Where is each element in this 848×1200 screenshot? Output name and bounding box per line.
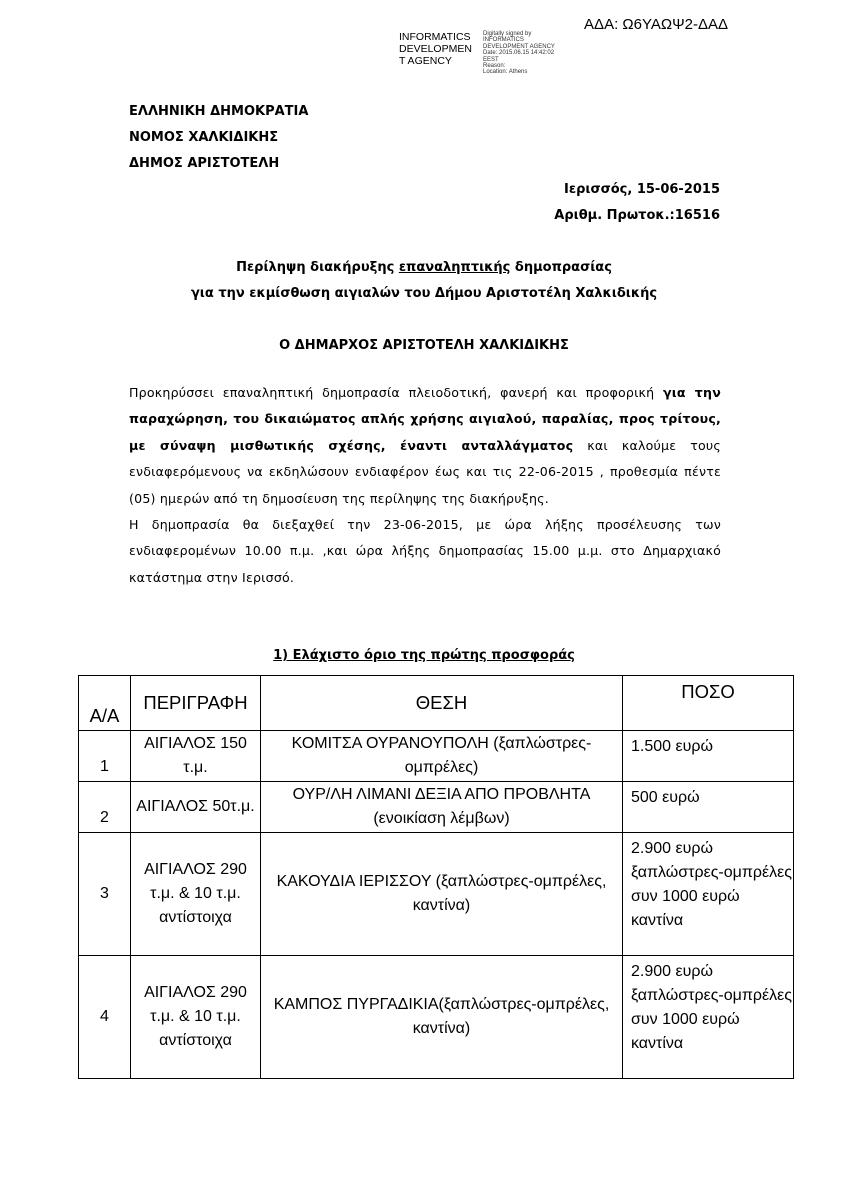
header-municipality: ΔΗΜΟΣ ΑΡΙΣΤΟΤΕΛΗ (129, 156, 280, 171)
auction-table (78, 675, 794, 1079)
header-aa: Α/Α (79, 676, 131, 731)
document-id: ΑΔΑ: Ω6ΥΑΩΨ2-ΔΑΔ (584, 16, 728, 33)
digital-signature-details (483, 31, 555, 76)
row-amount: 2.900 ευρώ ξαπλώστρες-ομπρέλες συν 1000 ευρώ καντίνα (623, 956, 794, 1079)
row-amount: 2.900 ευρώ ξαπλώστρες-ομπρέλες συν 1000 ευρώ καντίνα (623, 833, 794, 956)
title-prefix: Περίληψη διακήρυξης (236, 260, 399, 275)
paragraph-1-bold: για την παραχώρηση, του δικαιώματος απλής χρήσης αιγιαλού, παραλίας, προς τρίτους, με σύναψη μισθωτικής σχέσης, έναντι ανταλλάγματος (129, 385, 721, 453)
signature-detail-line: Date: 2015.06.15 14:42:02 (483, 50, 555, 57)
table-row (79, 833, 794, 956)
signature-detail-line: EEST (483, 56, 499, 63)
row-aa: 1 (79, 731, 131, 782)
row-location: ΚΑΜΠΟΣ ΠΥΡΓΑΔΙΚΙΑ(ξαπλώστρες-ομπρέλες, καντίνα) (261, 956, 623, 1079)
signature-detail-line: INFORMATICS (483, 37, 524, 44)
title-suffix: δημοπρασίας (510, 260, 612, 275)
row-amount: 1.500 ευρώ (623, 731, 794, 782)
header-amount: ΠΟΣΟ (623, 676, 794, 731)
title-line-1 (0, 260, 848, 275)
signature-name-line: INFORMATICS (399, 31, 471, 43)
row-description: ΑΙΓΙΑΛΟΣ 290 τ.μ. & 10 τ.μ. αντίστοιχα (131, 833, 261, 956)
header-republic: ΕΛΛΗΝΙΚΗ ΔΗΜΟΚΡΑΤΙΑ (129, 104, 309, 119)
table-row (79, 731, 794, 782)
protocol-number: Αριθμ. Πρωτοκ.:16516 (554, 208, 720, 223)
signature-detail-line: Digitally signed by (483, 31, 532, 37)
paragraph-2: Η δημοπρασία θα διεξαχθεί την 23-06-2015, με ώρα λήξης προσέλευσης των ενδιαφερομένων 10.00 π.μ. ,και ώρα λήξης δημοπρασίας 15.00 μ.μ. στο Δημαρχιακό κατάστημα στην Ιερισσό. (129, 517, 721, 585)
row-aa: 4 (79, 956, 131, 1079)
row-description: ΑΙΓΙΑΛΟΣ 50τ.μ. (131, 782, 261, 833)
row-location: ΟΥΡ/ΛΗ ΛΙΜΑΝΙ ΔΕΞΙΑ ΑΠΟ ΠΡΟΒΛΗΤΑ (ενοικίαση λέμβων) (261, 782, 623, 833)
header-description: ΠΕΡΙΓΡΑΦΗ (131, 676, 261, 731)
section-title: 1) Ελάχιστο όριο της πρώτης προσφοράς (273, 648, 575, 663)
mayor-heading: Ο ΔΗΜΑΡΧΟΣ ΑΡΙΣΤΟΤΕΛΗ ΧΑΛΚΙΔΙΚΗΣ (279, 338, 569, 353)
header-location: ΘΕΣΗ (261, 676, 623, 731)
paragraph-1-end: και καλούμε τους ενδιαφερόμενους να εκδηλώσουν ενδιαφέρον έως και τις 22-06-2015 , προθεσμία πέντε (05) ημερών από τη δημοσίευση της περίληψης της διακήρυξης. (129, 437, 721, 506)
row-description: ΑΙΓΙΑΛΟΣ 290 τ.μ. & 10 τ.μ. αντίστοιχα (131, 956, 261, 1079)
title-underlined: επαναληπτικής (398, 260, 511, 275)
table-row (79, 956, 794, 1079)
signature-detail-line: Reason: (483, 63, 506, 70)
signature-detail-line: Location: Athens (483, 69, 528, 76)
signature-name-line: DEVELOPMEN (399, 43, 472, 55)
signature-name-line: T AGENCY (399, 55, 452, 67)
table-row (79, 782, 794, 833)
row-description: ΑΙΓΙΑΛΟΣ 150 τ.μ. (131, 731, 261, 782)
paragraph-1 (129, 380, 721, 512)
header-prefecture: ΝΟΜΟΣ ΧΑΛΚΙΔΙΚΗΣ (129, 130, 279, 145)
announcement-body (129, 380, 721, 591)
place-date: Ιερισσός, 15-06-2015 (564, 182, 720, 197)
digital-signature-name (399, 31, 481, 67)
title-line-2: για την εκμίσθωση αιγιαλών του Δήμου Αριστοτέλη Χαλκιδικής (190, 286, 658, 301)
row-aa: 2 (79, 782, 131, 833)
table-header-row (79, 676, 794, 731)
row-location: ΚΟΜΙΤΣΑ ΟΥΡΑΝΟΥΠΟΛΗ (ξαπλώστρες-ομπρέλες) (261, 731, 623, 782)
row-aa: 3 (79, 833, 131, 956)
signature-detail-line: DEVELOPMENT AGENCY (483, 43, 555, 50)
row-location: ΚΑΚΟΥΔΙΑ ΙΕΡΙΣΣΟΥ (ξαπλώστρες-ομπρέλες, καντίνα) (261, 833, 623, 956)
paragraph-1-start: Προκηρύσσει επαναληπτική δημοπρασία πλειοδοτική, φανερή και προφορική (129, 385, 664, 400)
row-amount: 500 ευρώ (623, 782, 794, 833)
